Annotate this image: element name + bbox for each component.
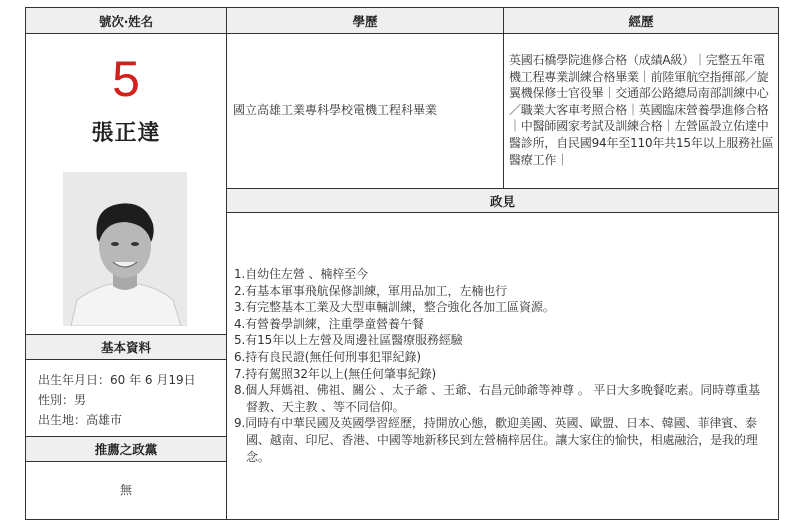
candidate-card	[25, 7, 779, 520]
platform-item: 6.持有良民證(無任何刑事犯罪紀錄)	[234, 349, 422, 364]
platform-item: 9.同時有中華民國及英國學習經歷，持開放心態，歡迎美國、英國、歐盟、日本、韓國、菲律賓、泰國、越南、印尼、香港、中國等地新移民到左營楠梓居住。讓大家住的愉快，相處融洽，是我的理念。	[234, 416, 758, 464]
education-header-label: 學歷	[352, 13, 378, 29]
number-name-header-label: 號次‧姓名	[98, 13, 154, 29]
candidate-number: 5	[112, 51, 140, 107]
basic-info	[38, 370, 224, 430]
birthdate: 出生年月日：60 年 6 月19日	[38, 373, 196, 387]
experience-value: 英國石橋學院進修合格（成績A級）｜完整五年電機工程專業訓練合格畢業｜前陸軍航空指揮部／旋翼機保修士官役畢｜交通部公路總局南部訓練中心／職業大客車考照合格｜英國臨床營養學進修合格｜中醫師國家考試及訓練合格｜左營區設立佑達中醫診所，自民國94年至110年共15年以上服務社區醫療工作｜	[509, 53, 774, 167]
gender: 性別：男	[38, 393, 87, 407]
platform-item: 4.有營養學訓練，注重學童營養午餐	[234, 316, 424, 331]
platform-item: 7.持有駕照32年以上(無任何肇事紀錄)	[234, 366, 437, 381]
birthplace: 出生地：高雄市	[38, 413, 123, 427]
platform-header-label: 政見	[489, 193, 515, 209]
platform-item: 3.有完整基本工業及大型車輛訓練，整合強化各加工區資源。	[234, 300, 555, 315]
number-name-header	[26, 8, 226, 34]
experience-header-label: 經歷	[628, 13, 654, 29]
experience-header	[504, 8, 778, 34]
basic-info-header	[26, 335, 226, 360]
portrait-icon	[63, 172, 187, 326]
platform-header	[227, 189, 778, 213]
education-header	[227, 8, 503, 34]
platform-item: 5.有15年以上左營及周邊社區醫療服務經驗	[234, 333, 463, 348]
candidate-name: 張正達	[91, 121, 161, 146]
party-value: 無	[119, 483, 132, 497]
basic-info-header-label: 基本資料	[100, 340, 151, 355]
education-value: 國立高雄工業專科學校電機工程科畢業	[233, 103, 438, 117]
platform-item: 2.有基本軍事飛航保修訓練，軍用品加工，左楠也行	[234, 283, 508, 298]
platform-list	[234, 266, 770, 465]
party-header-label: 推薦之政黨	[94, 442, 158, 457]
platform-item: 8.個人拜媽祖、佛祖、關公 、太子爺 、王爺、右昌元帥爺等神尊 。 平日大多晚餐吃素。同時尊重基督教、天主教 、等不同信仰。	[234, 383, 760, 414]
candidate-photo	[63, 172, 187, 326]
party-header	[26, 437, 226, 462]
platform-item: 1.自幼住左營 、楠梓至今	[234, 267, 368, 281]
